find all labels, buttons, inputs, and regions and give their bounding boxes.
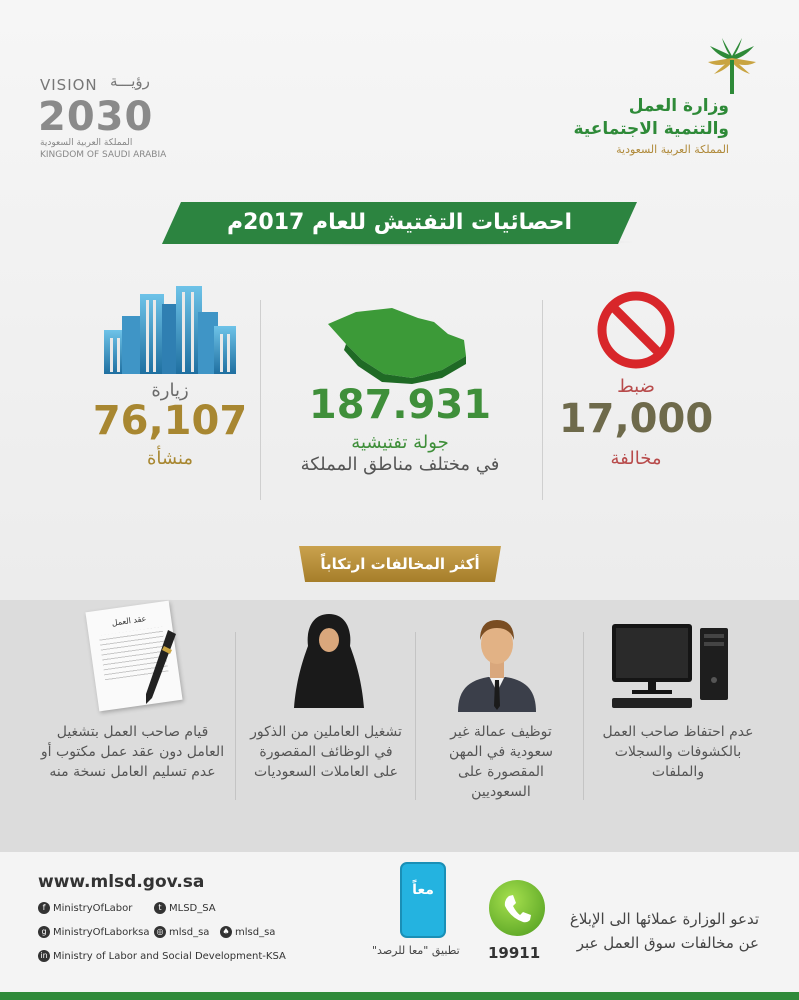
stat-rounds-label-bottom: في مختلف مناطق المملكة	[300, 454, 500, 475]
saudi-map-icon	[322, 304, 472, 384]
stat-rounds-value: 187.931	[308, 382, 492, 428]
googleplus-link[interactable]	[38, 926, 149, 938]
mobile-app-icon[interactable]	[400, 862, 446, 938]
snapchat-handle: mlsd_sa	[235, 927, 276, 938]
businessman-icon	[456, 612, 538, 712]
phone-handset-icon	[489, 880, 545, 936]
phone-icon[interactable]	[489, 880, 545, 936]
prohibited-icon	[596, 290, 676, 370]
snapchat-link[interactable]	[220, 926, 275, 938]
violation-divider	[235, 632, 236, 800]
stat-divider	[542, 300, 543, 500]
stat-visits-label-bottom: منشأة	[146, 448, 194, 469]
violation-2-text: تشغيل العاملين من الذكور في الوظائف المقصورة على العاملات السعوديات	[250, 724, 402, 780]
app-name: معاً	[412, 882, 434, 898]
vision-year: 2030	[38, 94, 154, 140]
twitter-handle: MLSD_SA	[169, 903, 216, 914]
ministry-name-line1: وزارة العمل	[628, 96, 729, 116]
violation-4-text: عدم احتفاظ صاحب العمل بالكشوفات والسجلات والملفات	[602, 724, 754, 780]
violation-divider	[415, 632, 416, 800]
website-url[interactable]: www.mlsd.gov.sa	[38, 872, 205, 892]
linkedin-icon: in	[38, 950, 50, 962]
ministry-country: المملكة العربية السعودية	[616, 143, 729, 156]
woman-abaya-icon	[292, 612, 366, 708]
contract-heading: عقد العمل	[111, 613, 147, 628]
buildings-icon	[100, 286, 240, 376]
cta-line1: تدعو الوزارة عملائها الى الإبلاغ	[569, 910, 759, 928]
page-title: احصائيات التفتيش للعام 2017م	[226, 210, 572, 235]
googleplus-icon: g	[38, 926, 50, 938]
ministry-name-line2: والتنمية الاجتماعية	[573, 119, 729, 139]
instagram-handle: mlsd_sa	[169, 927, 210, 938]
cta-line2: عن مخالفات سوق العمل عبر	[576, 934, 759, 952]
violation-divider	[583, 632, 584, 800]
violations-title: أكثر المخالفات ارتكاباً	[320, 555, 480, 573]
footer-line	[0, 992, 799, 1000]
stat-violations-label-top: ضبط	[617, 376, 655, 397]
pen-icon	[138, 628, 178, 708]
app-label: تطبيق "معا للرصد"	[372, 944, 460, 957]
snapchat-icon: ♠	[220, 926, 232, 938]
instagram-link[interactable]	[154, 926, 209, 938]
twitter-link[interactable]	[154, 902, 216, 914]
vision-arabic: رؤيـــة	[110, 72, 150, 90]
linkedin-link[interactable]	[38, 950, 286, 962]
instagram-icon: ◎	[154, 926, 166, 938]
phone-number[interactable]: 19911	[488, 944, 541, 962]
vision-sub-english: KINGDOM OF SAUDI ARABIA	[40, 150, 167, 160]
computer-icon	[608, 620, 732, 710]
twitter-icon: t	[154, 902, 166, 914]
stat-visits-value: 76,107	[92, 398, 248, 444]
facebook-icon: f	[38, 902, 50, 914]
stat-violations-label-bottom: مخالفة	[610, 448, 662, 469]
stat-violations-value: 17,000	[558, 396, 714, 442]
violation-3-text: توظيف عمالة غير سعودية في المهن المقصورة على السعوديين	[449, 724, 553, 800]
facebook-handle: MinistryOfLabor	[53, 903, 133, 914]
stat-visits-label-top: زيارة	[151, 380, 189, 401]
stat-divider	[260, 300, 261, 500]
palm-logo-icon	[704, 36, 760, 96]
linkedin-handle: Ministry of Labor and Social Development-KSA	[53, 951, 286, 962]
facebook-link[interactable]	[38, 902, 132, 914]
googleplus-handle: MinistryOfLaborksa	[53, 927, 150, 938]
violation-1-text: قيام صاحب العمل بتشغيل العامل دون عقد عمل مكتوب أو عدم تسليم العامل نسخة منه	[40, 724, 225, 780]
stat-rounds-label-top: جولة تفتيشية	[351, 432, 449, 453]
vision-sub-arabic: المملكة العربية السعودية	[40, 138, 133, 148]
vision-word: VISION	[40, 76, 98, 94]
